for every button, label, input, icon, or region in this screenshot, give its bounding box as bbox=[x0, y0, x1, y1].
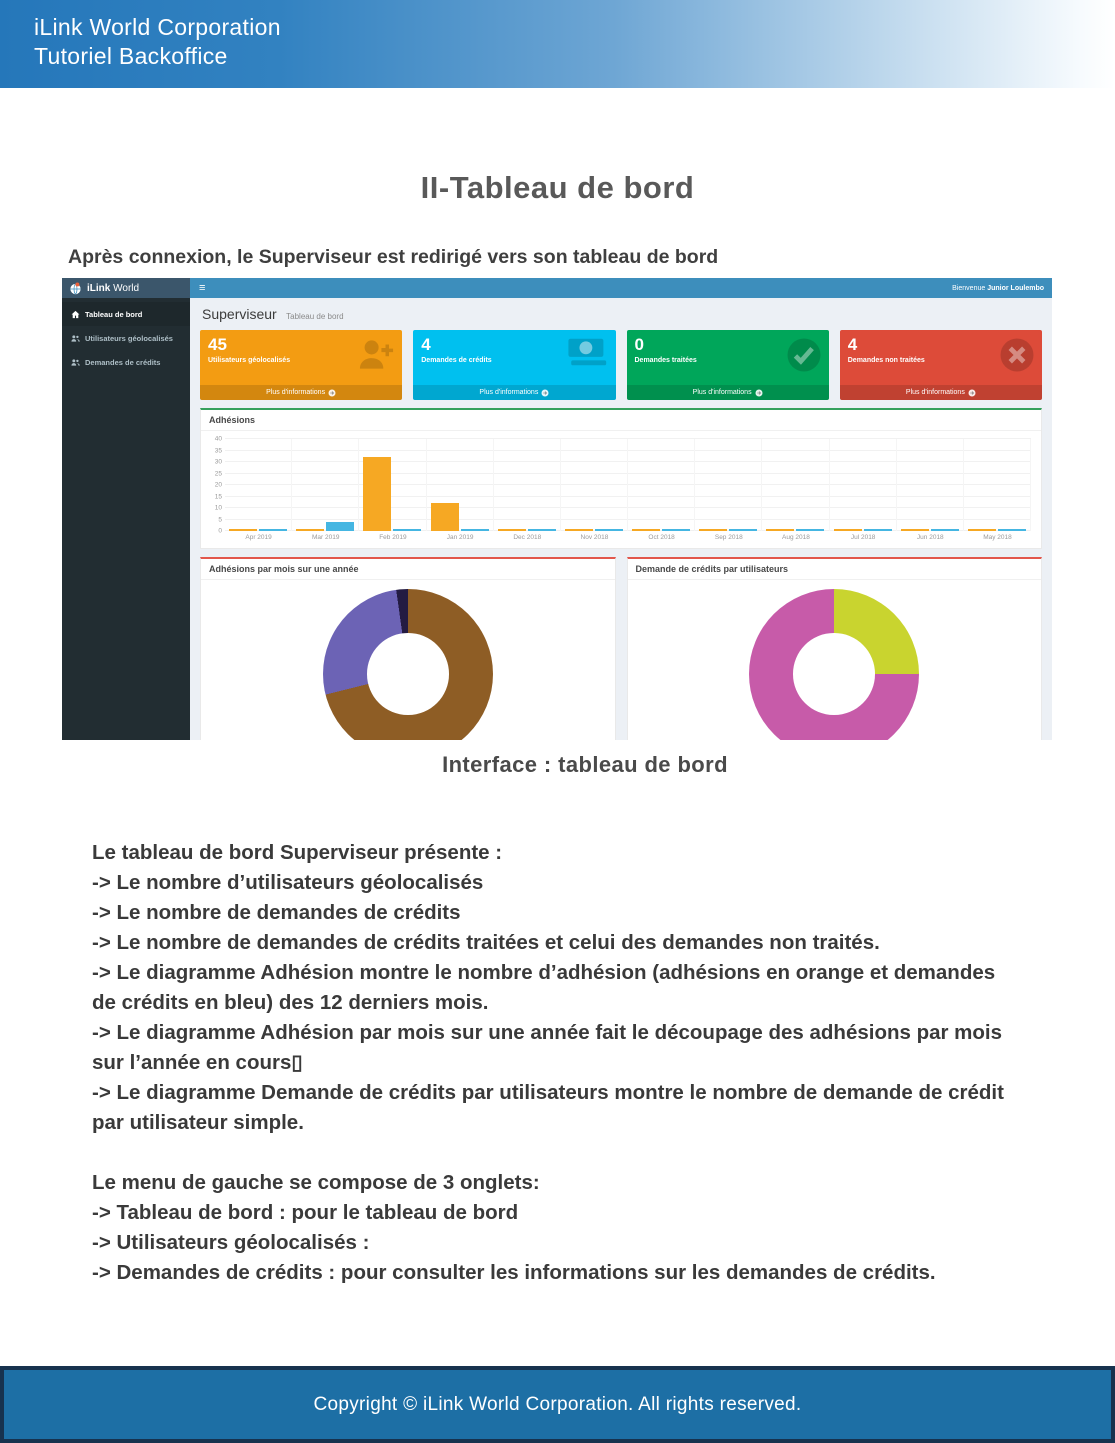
y-tick-label: 30 bbox=[214, 458, 222, 466]
body-line bbox=[92, 1138, 1042, 1168]
dashboard-navbar bbox=[62, 278, 1052, 298]
figure-caption: Interface : tableau de bord bbox=[442, 752, 728, 777]
body-line: Le tableau de bord Superviseur présente : bbox=[92, 841, 503, 864]
chart-title: Demande de crédits par utilisateurs bbox=[628, 559, 1042, 580]
bar bbox=[296, 529, 324, 531]
sidebar-item-tableau-de-bord[interactable]: Tableau de bord bbox=[62, 302, 190, 326]
stat-label: Demandes non traitées bbox=[847, 357, 925, 364]
y-tick-label: 35 bbox=[214, 447, 222, 454]
bar bbox=[998, 529, 1026, 531]
bar bbox=[662, 529, 690, 531]
money-icon bbox=[567, 337, 609, 367]
x-tick-label: Jul 2018 bbox=[850, 534, 876, 541]
y-tick-label: 15 bbox=[214, 493, 222, 500]
y-tick-label: 20 bbox=[214, 481, 222, 489]
user-plus-icon bbox=[357, 337, 395, 371]
more-info-link[interactable]: Plus d'informations bbox=[413, 385, 615, 400]
stat-label: Demandes traitées bbox=[634, 357, 697, 364]
page-header-banner bbox=[0, 0, 1115, 88]
x-tick-label: Mar 2019 bbox=[312, 534, 340, 541]
bar bbox=[326, 522, 354, 531]
check-circle-icon bbox=[786, 337, 822, 373]
page-title: Superviseur bbox=[202, 306, 277, 322]
body-line: -> Le nombre d’utilisateurs géolocalisés bbox=[92, 871, 484, 894]
stat-value: 0 bbox=[634, 335, 644, 354]
x-tick-label: Jan 2019 bbox=[446, 534, 474, 541]
chart-title: Adhésions par mois sur une année bbox=[201, 559, 615, 580]
bar-group bbox=[762, 439, 829, 531]
body-line: -> Le diagramme Adhésion par mois sur une année fait le découpage des adhésions par mois bbox=[92, 1021, 1003, 1044]
bar bbox=[229, 529, 257, 531]
stat-label: Demandes de crédits bbox=[421, 357, 492, 364]
body-line: sur l’année en cours▯ bbox=[92, 1051, 303, 1074]
bar bbox=[565, 529, 593, 531]
globe-icon bbox=[69, 282, 82, 295]
bar bbox=[393, 529, 421, 531]
bar bbox=[968, 529, 996, 531]
donut-1 bbox=[323, 589, 493, 740]
bar bbox=[461, 529, 489, 531]
circle-arrow-icon bbox=[328, 389, 336, 397]
sidebar-toggle-icon[interactable]: ≡ bbox=[199, 282, 206, 294]
stat-value: 4 bbox=[847, 335, 858, 354]
section-title: II-Tableau de bord bbox=[420, 170, 695, 205]
bar bbox=[729, 529, 757, 531]
copyright-text: Copyright © iLink World Corporation. All rights reserved. bbox=[313, 1393, 802, 1415]
bar bbox=[766, 529, 794, 531]
body-line: de crédits en bleu) des 12 derniers mois. bbox=[92, 991, 489, 1014]
stat-boxes-row bbox=[200, 330, 1042, 400]
more-info-link[interactable]: Plus d'informations bbox=[200, 385, 402, 400]
bar-group bbox=[830, 439, 897, 531]
document-name: Tutoriel Backoffice bbox=[34, 43, 228, 69]
body-line: -> Le nombre de demandes de crédits traitées et celui des demandes non traités. bbox=[92, 931, 880, 954]
x-tick-label: Dec 2018 bbox=[513, 534, 542, 541]
adhesions-xlabels bbox=[225, 531, 1031, 548]
bar-group bbox=[494, 439, 561, 531]
brand-text: iLink World bbox=[87, 282, 140, 294]
adhesions-yaxis bbox=[207, 435, 225, 535]
circle-arrow-icon bbox=[755, 389, 763, 397]
donut-2 bbox=[749, 589, 919, 740]
y-tick-label: 10 bbox=[214, 504, 222, 512]
top-navbar bbox=[190, 278, 1052, 298]
bar bbox=[431, 503, 459, 531]
bar-group bbox=[427, 439, 494, 531]
x-tick-label: Aug 2018 bbox=[782, 534, 810, 541]
circle-arrow-icon bbox=[541, 389, 549, 397]
circle-arrow-icon bbox=[968, 389, 976, 397]
bar-group bbox=[695, 439, 762, 531]
bar-group bbox=[897, 439, 964, 531]
body-line: -> Utilisateurs géolocalisés : bbox=[92, 1231, 370, 1254]
bar bbox=[363, 457, 391, 531]
x-tick-label: Nov 2018 bbox=[580, 534, 609, 541]
bar-group bbox=[359, 439, 426, 531]
chart-title: Adhésions bbox=[201, 410, 1041, 431]
page-subtitle: Tableau de bord bbox=[286, 312, 344, 321]
y-tick-label: 5 bbox=[218, 516, 222, 523]
bar bbox=[699, 529, 727, 531]
body-line: Le menu de gauche se compose de 3 onglets: bbox=[92, 1171, 540, 1194]
bar bbox=[796, 529, 824, 531]
stat-box-utilisateurs bbox=[200, 330, 402, 400]
body-line: -> Le nombre de demandes de crédits bbox=[92, 901, 461, 924]
bar-group bbox=[628, 439, 695, 531]
sidebar-item-utilisateurs-geolocalises[interactable]: Utilisateurs géolocalisés bbox=[62, 326, 190, 350]
x-tick-label: Feb 2019 bbox=[379, 534, 407, 541]
bar bbox=[259, 529, 287, 531]
stat-value: 4 bbox=[421, 335, 431, 354]
body-line: -> Le diagramme Demande de crédits par utilisateurs montre le nombre de demande de crédit bbox=[92, 1081, 1004, 1104]
bar bbox=[931, 529, 959, 531]
users-icon bbox=[71, 334, 80, 343]
stat-box-demandes-credits bbox=[413, 330, 615, 400]
stat-value: 45 bbox=[208, 335, 227, 354]
sidebar-item-demandes-de-credits[interactable]: Demandes de crédits bbox=[62, 350, 190, 374]
stat-box-demandes-non-traitees bbox=[840, 330, 1042, 400]
body-line: -> Tableau de bord : pour le tableau de bord bbox=[92, 1201, 519, 1224]
home-icon bbox=[71, 310, 80, 319]
stat-box-demandes-traitees bbox=[627, 330, 829, 400]
user-menu[interactable]: Bienvenue Junior Loulembo bbox=[952, 284, 1044, 292]
bar-group bbox=[561, 439, 628, 531]
users-icon bbox=[71, 358, 80, 367]
stat-label: Utilisateurs géolocalisés bbox=[208, 357, 291, 364]
brand-logo[interactable] bbox=[62, 278, 190, 298]
donut-charts-row bbox=[200, 557, 1042, 740]
x-tick-label: Apr 2019 bbox=[245, 534, 272, 541]
body-line: -> Demandes de crédits : pour consulter les informations sur les demandes de crédits. bbox=[92, 1261, 936, 1284]
bar bbox=[595, 529, 623, 531]
dashboard-screenshot bbox=[62, 278, 1052, 740]
more-info-link[interactable]: Plus d'informations bbox=[840, 385, 1042, 400]
y-tick-label: 40 bbox=[214, 435, 222, 443]
bar bbox=[864, 529, 892, 531]
bar bbox=[528, 529, 556, 531]
bar-group bbox=[964, 439, 1031, 531]
y-tick-label: 25 bbox=[214, 470, 222, 477]
x-tick-label: Jun 2018 bbox=[916, 534, 944, 541]
x-tick-label: Sep 2018 bbox=[714, 534, 743, 541]
adhesions-chart-panel bbox=[200, 408, 1042, 549]
bar bbox=[834, 529, 862, 531]
bar-group bbox=[225, 439, 292, 531]
bar bbox=[901, 529, 929, 531]
adhesions-plot bbox=[225, 439, 1031, 531]
adhesions-par-mois-panel bbox=[200, 557, 616, 740]
y-tick-label: 0 bbox=[218, 527, 222, 535]
bar bbox=[498, 529, 526, 531]
bar bbox=[632, 529, 660, 531]
more-info-link[interactable]: Plus d'informations bbox=[627, 385, 829, 400]
section-subtitle: Après connexion, le Superviseur est redirigé vers son tableau de bord bbox=[68, 246, 719, 268]
company-name: iLink World Corporation bbox=[34, 14, 281, 40]
sidebar bbox=[62, 298, 190, 740]
bar-group bbox=[292, 439, 359, 531]
body-line: par utilisateur simple. bbox=[92, 1111, 304, 1134]
demandes-par-utilisateurs-panel bbox=[627, 557, 1043, 740]
x-tick-label: May 2018 bbox=[983, 534, 1012, 541]
x-circle-icon bbox=[999, 337, 1035, 373]
dashboard-content bbox=[190, 298, 1052, 740]
x-tick-label: Oct 2018 bbox=[648, 534, 675, 541]
body-line: -> Le diagramme Adhésion montre le nombre d’adhésion (adhésions en orange et demandes bbox=[92, 961, 996, 984]
body-text bbox=[92, 838, 1042, 1288]
page-footer bbox=[0, 1366, 1115, 1443]
